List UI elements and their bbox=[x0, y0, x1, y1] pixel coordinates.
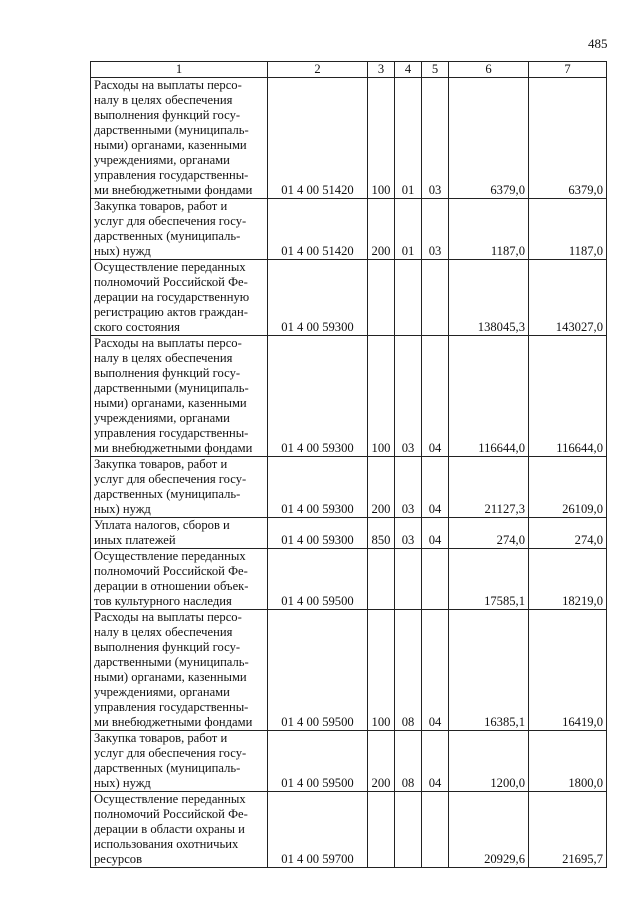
expense-description-line: Осуществление переданных bbox=[94, 260, 246, 274]
table-row bbox=[91, 457, 607, 518]
expense-description-line: ресурсов bbox=[94, 852, 143, 866]
expense-type-code: 100 bbox=[368, 78, 395, 199]
table-row bbox=[91, 78, 607, 199]
table-row bbox=[91, 518, 607, 549]
amount-year-2: 116644,0 bbox=[529, 336, 607, 457]
expense-description-line: использования охотничьих bbox=[94, 837, 239, 851]
expense-description-line: дарственных (муниципаль- bbox=[94, 487, 241, 501]
amount-year-2: 21695,7 bbox=[529, 792, 607, 868]
budget-table bbox=[90, 61, 607, 868]
expense-type-code: 100 bbox=[368, 336, 395, 457]
budget-classification-code: 01 4 00 59500 bbox=[268, 549, 368, 610]
expense-description-line: дерации на государственную bbox=[94, 290, 250, 304]
amount-year-1: 1200,0 bbox=[449, 731, 529, 792]
amount-year-1: 116644,0 bbox=[449, 336, 529, 457]
expense-description-line: дерации в области охраны и bbox=[94, 822, 245, 836]
amount-year-1: 1187,0 bbox=[449, 199, 529, 260]
budget-classification-code: 01 4 00 51420 bbox=[268, 78, 368, 199]
budget-classification-code: 01 4 00 59300 bbox=[268, 457, 368, 518]
expense-description-line: полномочий Российской Фе- bbox=[94, 807, 248, 821]
amount-year-1: 138045,3 bbox=[449, 260, 529, 336]
budget-classification-code: 01 4 00 59500 bbox=[268, 610, 368, 731]
expense-type-code: 100 bbox=[368, 610, 395, 731]
column-header: 5 bbox=[422, 62, 449, 78]
expense-description bbox=[91, 610, 268, 731]
budget-classification-code: 01 4 00 59300 bbox=[268, 260, 368, 336]
amount-year-2: 1800,0 bbox=[529, 731, 607, 792]
expense-description-line: налу в целях обеспечения bbox=[94, 625, 233, 639]
expense-description-line: управления государственны- bbox=[94, 426, 249, 440]
expense-description-line: иных платежей bbox=[94, 533, 176, 547]
column-header: 1 bbox=[91, 62, 268, 78]
table-row bbox=[91, 731, 607, 792]
expense-description-line: выполнения функций госу- bbox=[94, 640, 241, 654]
expense-description-line: ными) органами, казенными bbox=[94, 670, 247, 684]
expense-type-code: 200 bbox=[368, 731, 395, 792]
amount-year-2: 143027,0 bbox=[529, 260, 607, 336]
amount-year-1: 16385,1 bbox=[449, 610, 529, 731]
expense-description-line: услуг для обеспечения госу- bbox=[94, 214, 247, 228]
expense-description-line: регистрацию актов граждан- bbox=[94, 305, 248, 319]
budget-classification-code: 01 4 00 59700 bbox=[268, 792, 368, 868]
table-row bbox=[91, 792, 607, 868]
expense-description bbox=[91, 549, 268, 610]
amount-year-2: 6379,0 bbox=[529, 78, 607, 199]
amount-year-2: 274,0 bbox=[529, 518, 607, 549]
expense-description-line: Закупка товаров, работ и bbox=[94, 457, 228, 471]
column-header: 6 bbox=[449, 62, 529, 78]
subsection-code: 03 bbox=[422, 199, 449, 260]
budget-classification-code: 01 4 00 51420 bbox=[268, 199, 368, 260]
expense-type-code bbox=[368, 792, 395, 868]
expense-description-line: Осуществление переданных bbox=[94, 549, 246, 563]
section-code bbox=[395, 792, 422, 868]
expense-description-line: выполнения функций госу- bbox=[94, 108, 241, 122]
section-code: 03 bbox=[395, 518, 422, 549]
expense-type-code: 850 bbox=[368, 518, 395, 549]
budget-classification-code: 01 4 00 59300 bbox=[268, 336, 368, 457]
expense-description-line: выполнения функций госу- bbox=[94, 366, 241, 380]
expense-type-code bbox=[368, 549, 395, 610]
expense-description-line: Закупка товаров, работ и bbox=[94, 731, 228, 745]
table-row bbox=[91, 260, 607, 336]
amount-year-1: 274,0 bbox=[449, 518, 529, 549]
expense-description-line: управления государственны- bbox=[94, 168, 249, 182]
amount-year-2: 1187,0 bbox=[529, 199, 607, 260]
amount-year-1: 21127,3 bbox=[449, 457, 529, 518]
subsection-code: 04 bbox=[422, 336, 449, 457]
amount-year-2: 16419,0 bbox=[529, 610, 607, 731]
table-row bbox=[91, 199, 607, 260]
expense-description bbox=[91, 336, 268, 457]
expense-description-line: Закупка товаров, работ и bbox=[94, 199, 228, 213]
expense-description-line: учреждениями, органами bbox=[94, 685, 230, 699]
table-row bbox=[91, 336, 607, 457]
expense-description bbox=[91, 78, 268, 199]
expense-type-code: 200 bbox=[368, 199, 395, 260]
subsection-code bbox=[422, 792, 449, 868]
table-row bbox=[91, 610, 607, 731]
subsection-code bbox=[422, 260, 449, 336]
column-header: 2 bbox=[268, 62, 368, 78]
amount-year-1: 20929,6 bbox=[449, 792, 529, 868]
expense-description-line: дарственных (муниципаль- bbox=[94, 229, 241, 243]
subsection-code: 04 bbox=[422, 731, 449, 792]
page-number: 485 bbox=[588, 36, 608, 51]
expense-description-line: учреждениями, органами bbox=[94, 411, 230, 425]
subsection-code bbox=[422, 549, 449, 610]
expense-description-line: услуг для обеспечения госу- bbox=[94, 746, 247, 760]
expense-description-line: дарственными (муниципаль- bbox=[94, 123, 249, 137]
expense-type-code: 200 bbox=[368, 457, 395, 518]
expense-description bbox=[91, 457, 268, 518]
expense-description bbox=[91, 731, 268, 792]
expense-description-line: Осуществление переданных bbox=[94, 792, 246, 806]
expense-description-line: дарственными (муниципаль- bbox=[94, 381, 249, 395]
budget-classification-code: 01 4 00 59300 bbox=[268, 518, 368, 549]
amount-year-2: 26109,0 bbox=[529, 457, 607, 518]
column-header: 7 bbox=[529, 62, 607, 78]
expense-description-line: полномочий Российской Фе- bbox=[94, 275, 248, 289]
expense-description-line: ных) нужд bbox=[94, 244, 151, 258]
expense-description-line: управления государственны- bbox=[94, 700, 249, 714]
expense-description-line: Расходы на выплаты персо- bbox=[94, 610, 242, 624]
expense-description-line: дарственных (муниципаль- bbox=[94, 761, 241, 775]
subsection-code: 04 bbox=[422, 610, 449, 731]
table-row bbox=[91, 549, 607, 610]
amount-year-1: 6379,0 bbox=[449, 78, 529, 199]
expense-description-line: Уплата налогов, сборов и bbox=[94, 518, 230, 532]
expense-description-line: Расходы на выплаты персо- bbox=[94, 78, 242, 92]
expense-description-line: ными) органами, казенными bbox=[94, 138, 247, 152]
expense-description-line: дарственными (муниципаль- bbox=[94, 655, 249, 669]
expense-description bbox=[91, 199, 268, 260]
expense-description-line: Расходы на выплаты персо- bbox=[94, 336, 242, 350]
section-code: 03 bbox=[395, 457, 422, 518]
section-code: 01 bbox=[395, 199, 422, 260]
section-code bbox=[395, 260, 422, 336]
column-header: 4 bbox=[395, 62, 422, 78]
budget-classification-code: 01 4 00 59500 bbox=[268, 731, 368, 792]
expense-description-line: налу в целях обеспечения bbox=[94, 351, 233, 365]
section-code: 08 bbox=[395, 610, 422, 731]
expense-type-code bbox=[368, 260, 395, 336]
expense-description-line: ными) органами, казенными bbox=[94, 396, 247, 410]
section-code: 01 bbox=[395, 78, 422, 199]
expense-description bbox=[91, 792, 268, 868]
expense-description bbox=[91, 518, 268, 549]
column-header: 3 bbox=[368, 62, 395, 78]
expense-description-line: ми внебюджетными фондами bbox=[94, 441, 253, 455]
expense-description-line: ми внебюджетными фондами bbox=[94, 715, 253, 729]
section-code bbox=[395, 549, 422, 610]
subsection-code: 03 bbox=[422, 78, 449, 199]
expense-description-line: учреждениями, органами bbox=[94, 153, 230, 167]
amount-year-1: 17585,1 bbox=[449, 549, 529, 610]
column-header-row bbox=[91, 62, 607, 78]
subsection-code: 04 bbox=[422, 457, 449, 518]
expense-description-line: ского состояния bbox=[94, 320, 180, 334]
expense-description-line: полномочий Российской Фе- bbox=[94, 564, 248, 578]
expense-description-line: ми внебюджетными фондами bbox=[94, 183, 253, 197]
expense-description-line: ных) нужд bbox=[94, 776, 151, 790]
expense-description-line: услуг для обеспечения госу- bbox=[94, 472, 247, 486]
expense-description-line: тов культурного наследия bbox=[94, 594, 232, 608]
expense-description-line: налу в целях обеспечения bbox=[94, 93, 233, 107]
subsection-code: 04 bbox=[422, 518, 449, 549]
expense-description-line: дерации в отношении объек- bbox=[94, 579, 249, 593]
expense-description bbox=[91, 260, 268, 336]
section-code: 03 bbox=[395, 336, 422, 457]
expense-description-line: ных) нужд bbox=[94, 502, 151, 516]
section-code: 08 bbox=[395, 731, 422, 792]
amount-year-2: 18219,0 bbox=[529, 549, 607, 610]
